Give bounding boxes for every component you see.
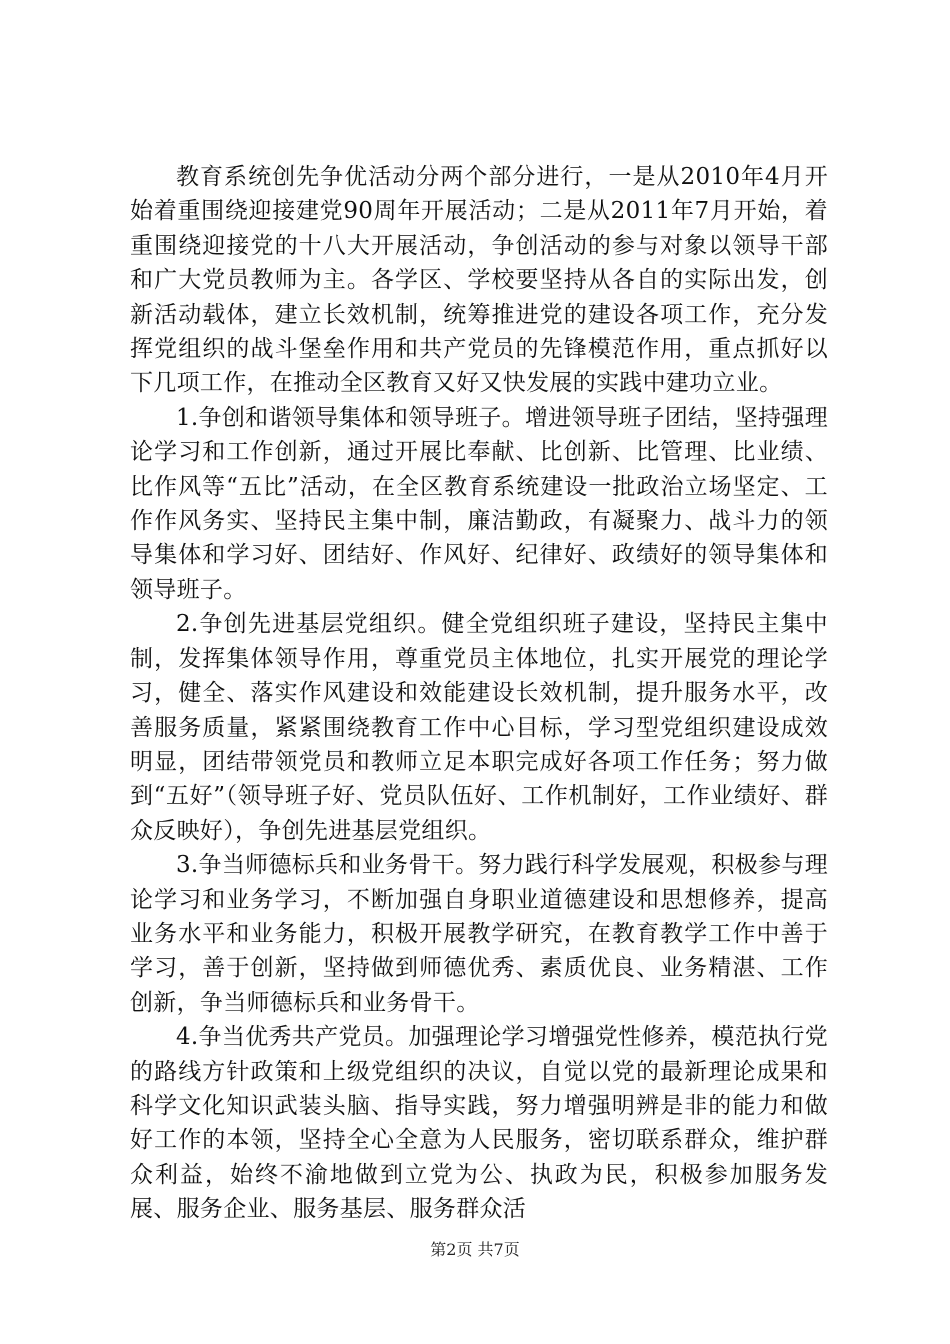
- document-body: [130, 160, 828, 1227]
- paragraph-item-1: 1.争创和谐领导集体和领导班子。增进领导班子团结，坚持强理论学习和工作创新，通过开展比奉献、比创新、比管理、比业绩、比作风等“五比”活动，在全区教育系统建设一批政治立场坚定、工作作风务实、坚持民主集中制，廉洁勤政，有凝聚力、战斗力的领导集体和学习好、团结好、作风好、纪律好、政绩好的领导集体和领导班子。: [130, 404, 828, 603]
- paragraph-item-4: 4.争当优秀共产党员。加强理论学习增强党性修养，模范执行党的路线方针政策和上级党组织的决议，自觉以党的最新理论成果和科学文化知识武装头脑、指导实践，努力增强明辨是非的能力和做好工作的本领，坚持全心全意为人民服务，密切联系群众，维护群众利益，始终不渝地做到立党为公、执政为民，积极参加服务发展、服务企业、服务基层、服务群众活: [130, 1024, 828, 1223]
- paragraph-intro: 教育系统创先争优活动分两个部分进行，一是从2010年4月开始着重围绕迎接建党90周年开展活动；二是从2011年7月开始，着重围绕迎接党的十八大开展活动，争创活动的参与对象以领导干部和广大党员教师为主。各学区、学校要坚持从各自的实际出发，创新活动载体，建立长效机制，统筹推进党的建设各项工作，充分发挥党组织的战斗堡垒作用和共产党员的先锋模范作用，重点抓好以下几项工作，在推动全区教育又好又快发展的实践中建功立业。: [130, 164, 828, 397]
- paragraph-item-3: 3.争当师德标兵和业务骨干。努力践行科学发展观，积极参与理论学习和业务学习，不断加强自身职业道德建设和思想修养，提高业务水平和业务能力，积极开展教学研究，在教育教学工作中善于学习，善于创新，坚持做到师德优秀、素质优良、业务精湛、工作创新，争当师德标兵和业务骨干。: [130, 852, 828, 1016]
- page-number-footer: 第2页 共7页: [430, 1240, 520, 1259]
- paragraph-item-2: 2.争创先进基层党组织。健全党组织班子建设，坚持民主集中制，发挥集体领导作用，尊重党员主体地位，扎实开展党的理论学习，健全、落实作风建设和效能建设长效机制，提升服务水平，改善服务质量，紧紧围绕教育工作中心目标，学习型党组织建设成效明显，团结带领党员和教师立足本职完成好各项工作任务；努力做到“五好”（领导班子好、党员队伍好、工作机制好，工作业绩好、群众反映好），争创先进基层党组织。: [130, 611, 828, 844]
